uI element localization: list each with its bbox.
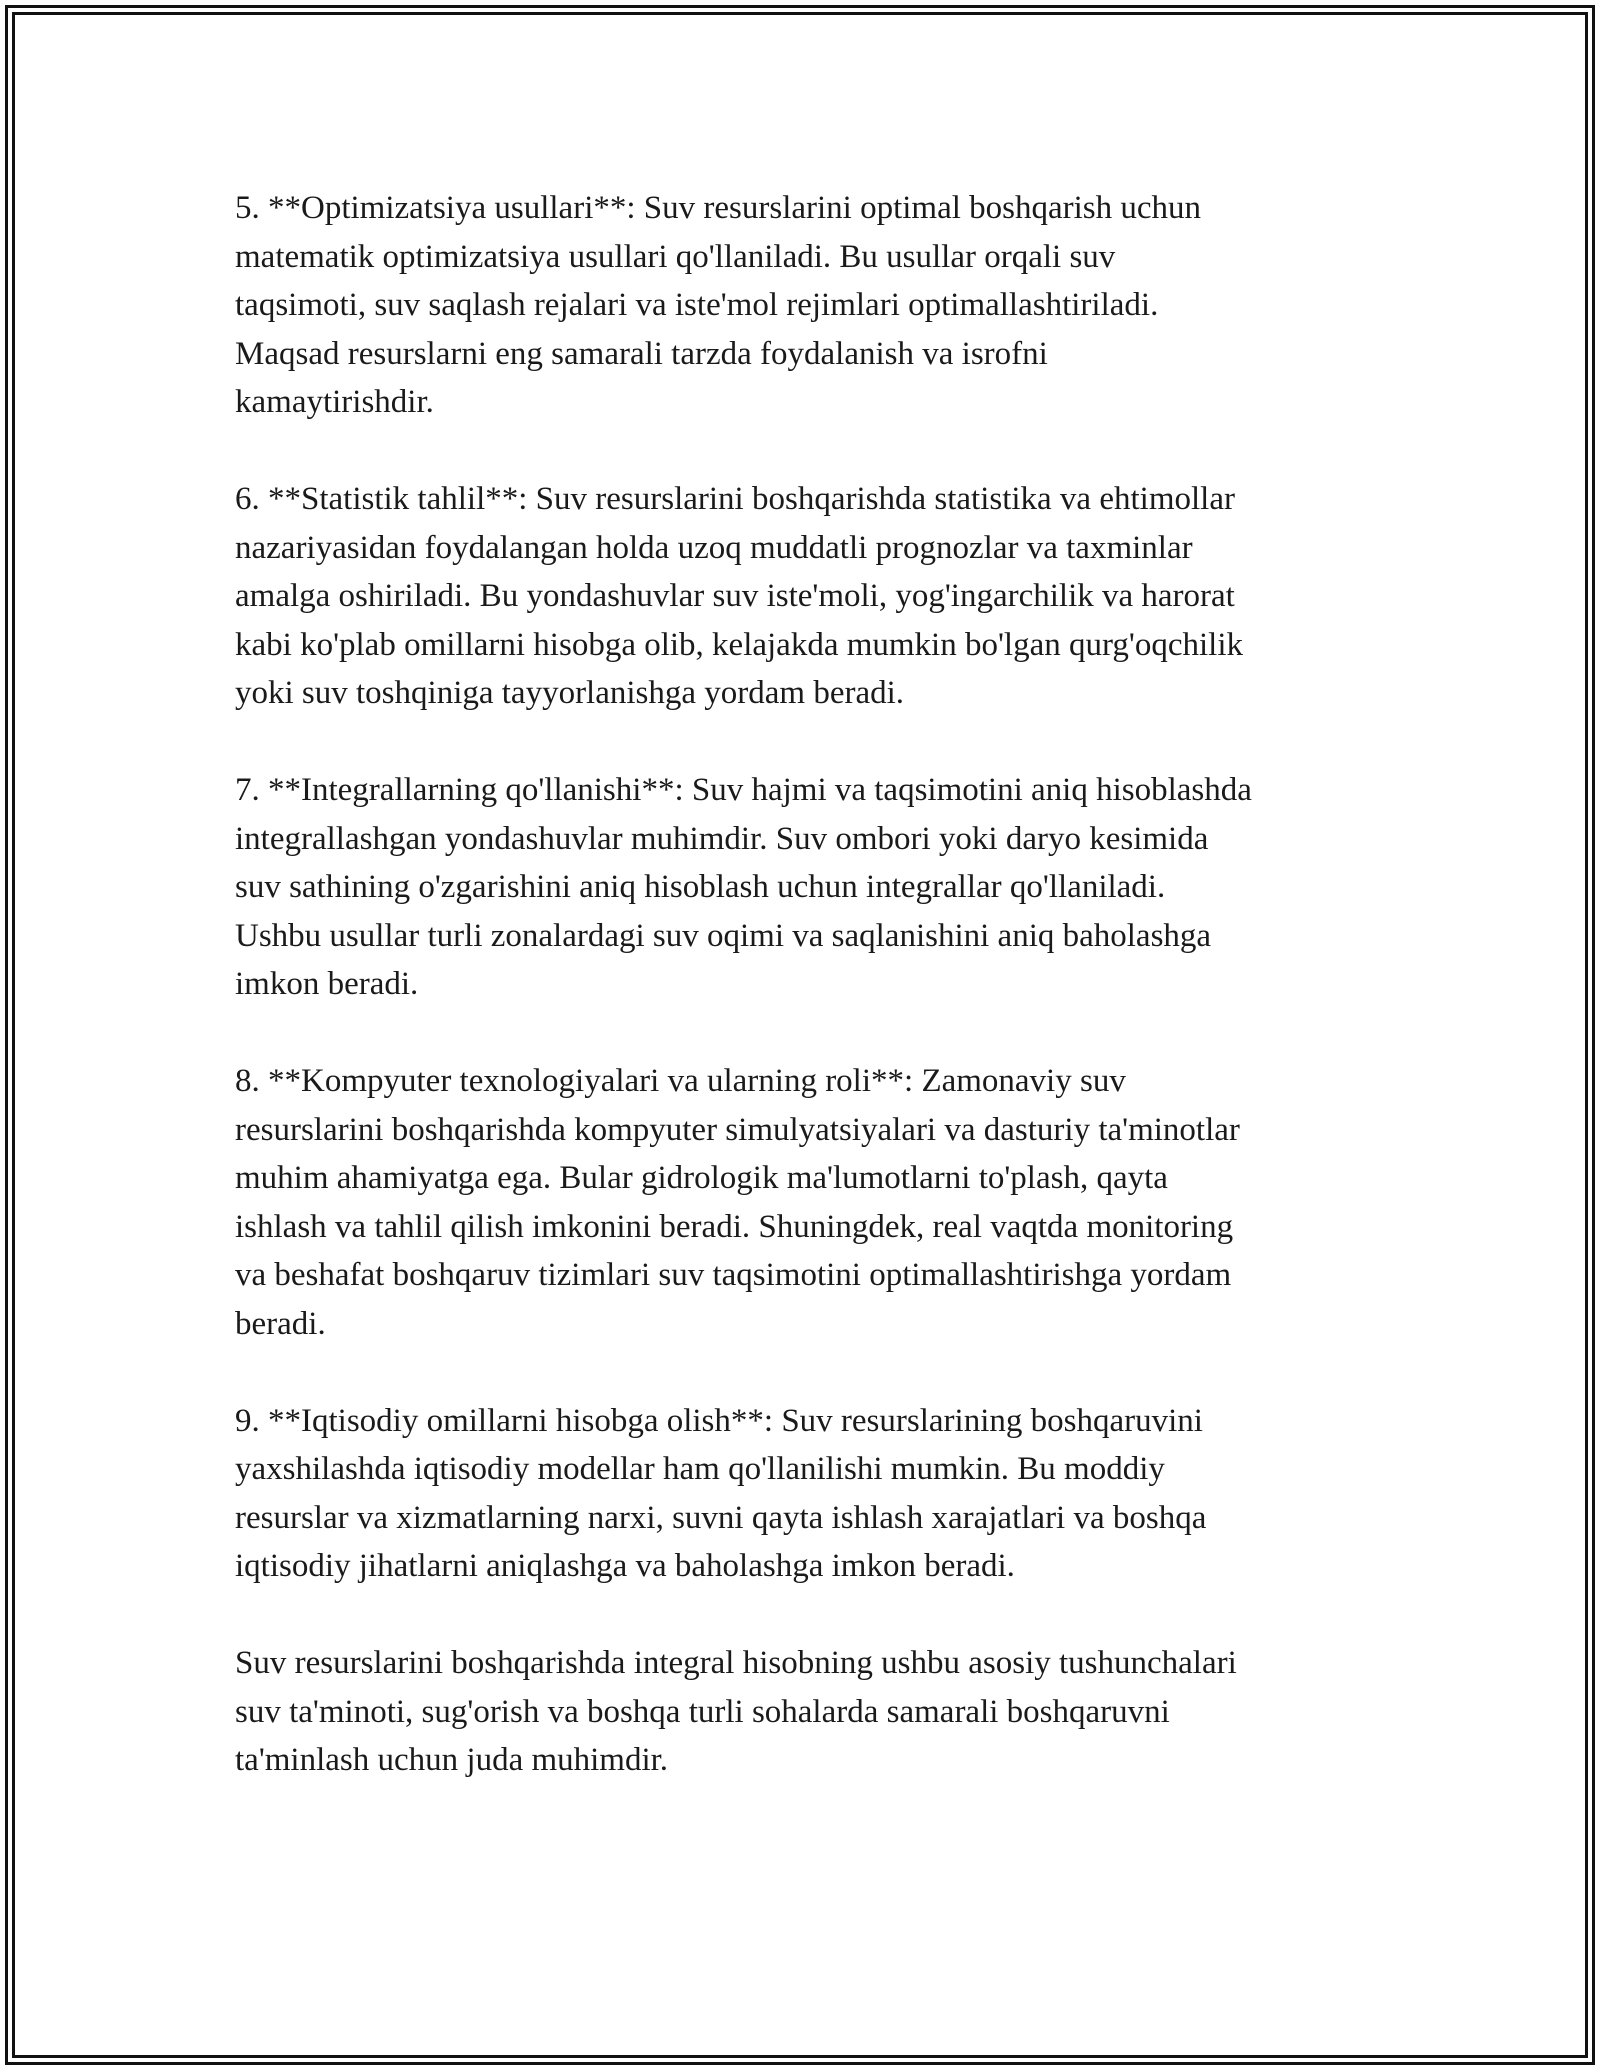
text-line: Ushbu usullar turli zonalardagi suv oqimi va saqlanishini aniq baholashga bbox=[235, 917, 1212, 954]
paragraph-conclusion bbox=[235, 1639, 1395, 1785]
paragraph-economic-factors bbox=[235, 1397, 1395, 1591]
text-line: kabi ko'plab omillarni hisobga olib, kelajakda mumkin bo'lgan qurg'oqchilik bbox=[235, 626, 1243, 663]
text-line: 8. **Kompyuter texnologiyalari va ularning roli**: Zamonaviy suv bbox=[235, 1063, 1126, 1099]
text-line: suv sathining o'zgarishini aniq hisoblash uchun integrallar qo'llaniladi. bbox=[235, 869, 1166, 905]
text-line: nazariyasidan foydalangan holda uzoq muddatli prognozlar va taxminlar bbox=[235, 529, 1193, 566]
paragraph-computer-technologies bbox=[235, 1057, 1395, 1348]
text-line: 6. **Statistik tahlil**: Suv resurslarini boshqarishda statistika va ehtimollar bbox=[235, 481, 1235, 517]
text-line: resurslar va xizmatlarning narxi, suvni qayta ishlash xarajatlari va boshqa bbox=[235, 1499, 1207, 1536]
paragraph-optimization-methods bbox=[235, 184, 1395, 427]
text-line: 7. **Integrallarning qo'llanishi**: Suv hajmi va taqsimotini aniq hisoblashda bbox=[235, 772, 1252, 808]
text-line: imkon beradi. bbox=[235, 966, 419, 1002]
text-line: amalga oshiriladi. Bu yondashuvlar suv iste'moli, yog'ingarchilik va harorat bbox=[235, 578, 1235, 614]
text-line: muhim ahamiyatga ega. Bular gidrologik ma'lumotlarni to'plash, qayta bbox=[235, 1160, 1168, 1196]
text-line: 5. **Optimizatsiya usullari**: Suv resurslarini optimal boshqarish uchun bbox=[235, 190, 1202, 226]
paragraph-statistical-analysis bbox=[235, 475, 1395, 718]
text-line: matematik optimizatsiya usullari qo'llaniladi. Bu usullar orqali suv bbox=[235, 238, 1116, 275]
text-line: resurslarini boshqarishda kompyuter simulyatsiyalari va dasturiy ta'minotlar bbox=[235, 1111, 1240, 1148]
text-line: yoki suv toshqiniga tayyorlanishga yordam beradi. bbox=[235, 675, 905, 711]
text-line: va beshafat boshqaruv tizimlari suv taqsimotini optimallashtirishga yordam bbox=[235, 1257, 1232, 1293]
text-line: ishlash va tahlil qilish imkonini beradi. Shuningdek, real vaqtda monitoring bbox=[235, 1208, 1234, 1245]
text-line: iqtisodiy jihatlarni aniqlashga va baholashga imkon beradi. bbox=[235, 1548, 1015, 1584]
text-line: yaxshilashda iqtisodiy modellar ham qo'llanilishi mumkin. Bu moddiy bbox=[235, 1451, 1165, 1487]
text-line: Maqsad resurslarni eng samarali tarzda foydalanish va isrofni bbox=[235, 335, 1048, 372]
text-line: kamaytirishdir. bbox=[235, 384, 434, 420]
text-line: suv ta'minoti, sug'orish va boshqa turli sohalarda samarali boshqaruvni bbox=[235, 1693, 1170, 1730]
text-line: taqsimoti, suv saqlash rejalari va iste'mol rejimlari optimallashtiriladi. bbox=[235, 287, 1159, 323]
text-line: integrallashgan yondashuvlar muhimdir. Suv ombori yoki daryo kesimida bbox=[235, 820, 1209, 857]
text-line: Suv resurslarini boshqarishda integral hisobning ushbu asosiy tushunchalari bbox=[235, 1645, 1237, 1681]
text-line: beradi. bbox=[235, 1305, 326, 1342]
paragraph-integrals-application bbox=[235, 766, 1395, 1009]
text-line: 9. **Iqtisodiy omillarni hisobga olish**: Suv resurslarining boshqaruvini bbox=[235, 1402, 1203, 1439]
document-body bbox=[235, 184, 1395, 1833]
text-line: ta'minlash uchun juda muhimdir. bbox=[235, 1742, 669, 1778]
